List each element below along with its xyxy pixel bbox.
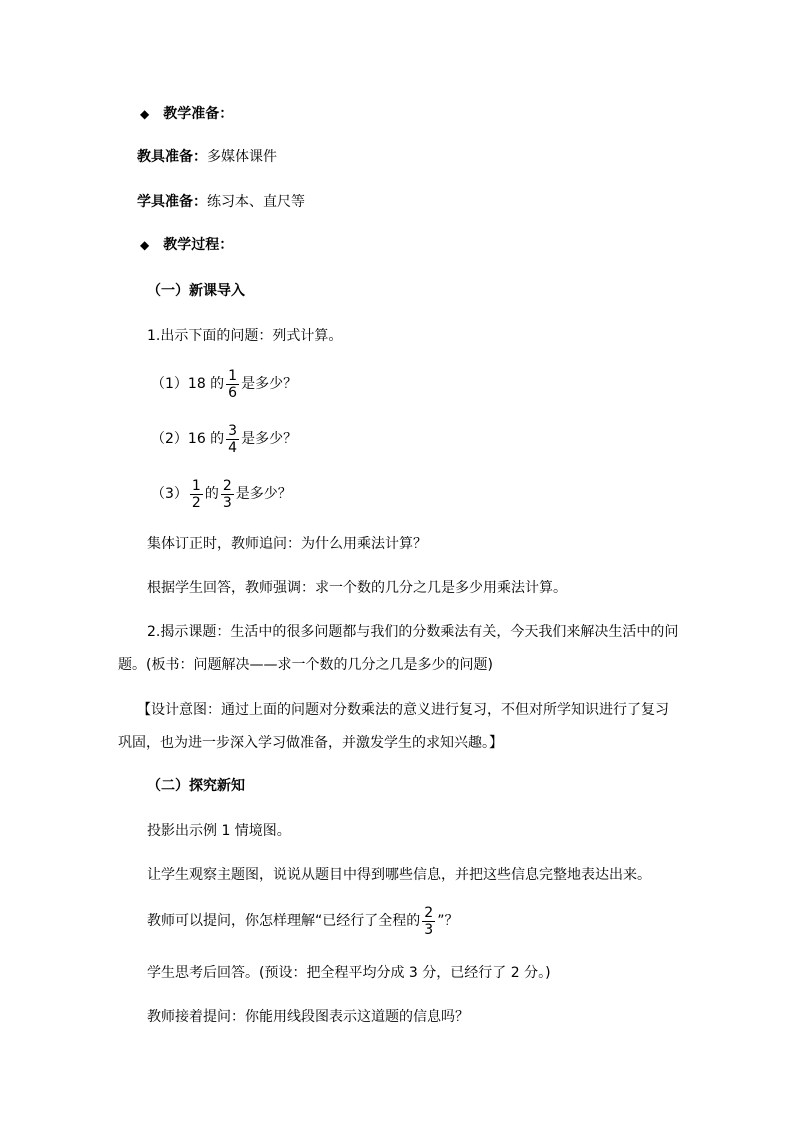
q2-fraction [226, 423, 239, 456]
process-heading [140, 235, 233, 255]
answer-text: 学生思考后回答。(预设：把全程平均分成 3 分，已经行了 2 分。) [147, 965, 551, 981]
diamond-bullet-icon: ◆ [140, 107, 150, 121]
q3-numerator-1: 1 [191, 477, 201, 494]
q3-fraction-1 [190, 478, 203, 511]
ask-numerator: 2 [424, 904, 434, 921]
question-2 [151, 421, 297, 457]
q3-numerator-2: 2 [222, 477, 232, 494]
design-intent-line2: 巩固，也为进一步深入学习做准备，并激发学生的求知兴趣。】 [118, 735, 503, 751]
teaching-tools-value: 多媒体课件 [207, 149, 277, 165]
q3-fraction-2 [221, 478, 234, 511]
q1-numerator: 1 [228, 367, 238, 384]
item2-line1: 2.揭示课题：生活中的很多问题都与我们的分数乘法有关，今天我们来解决生活中的问 [147, 624, 679, 640]
q2-numerator: 3 [228, 422, 238, 439]
ask-denominator: 3 [424, 921, 434, 938]
question-3 [151, 476, 292, 512]
ask-fraction [422, 905, 435, 938]
student-tools-line [137, 192, 305, 212]
prep-heading [140, 104, 233, 124]
process-heading-text: 教学过程： [163, 237, 234, 253]
design-intent-line1: 【设计意图：通过上面的问题对分数乘法的意义进行复习，不但对所学知识进行了复习 [137, 702, 669, 718]
q3-suffix: 是多少？ [235, 486, 292, 502]
ask-prefix: 教师可以提问，你怎样理解“已经行了全程的 [147, 913, 421, 929]
q2-denominator: 4 [228, 439, 238, 456]
projection-text: 投影出示例 1 情境图。 [147, 823, 291, 839]
correction-text: 集体订正时，教师追问：为什么用乘法计算？ [147, 536, 427, 552]
ask-line [147, 901, 458, 941]
q2-suffix: 是多少？ [241, 431, 298, 447]
observe-text: 让学生观察主题图，说说从题目中得到哪些信息，并把这些信息完整地表达出来。 [147, 867, 651, 883]
q1-denominator: 6 [228, 384, 238, 401]
ask-suffix: ”？ [437, 913, 459, 929]
emphasis-text: 根据学生回答，教师强调：求一个数的几分之几是多少用乘法计算。 [147, 580, 567, 596]
q1-fraction [226, 368, 239, 401]
item1-text: 1.出示下面的问题：列式计算。 [147, 328, 343, 344]
q1-prefix: （1）18 的 [151, 376, 225, 392]
diamond-bullet-icon: ◆ [140, 238, 150, 252]
teaching-tools-label: 教具准备： [137, 149, 207, 165]
prep-heading-text: 教学准备： [163, 106, 234, 122]
section2-heading: （二）探究新知 [147, 778, 245, 794]
q3-middle: 的 [204, 486, 219, 502]
q1-suffix: 是多少？ [241, 376, 298, 392]
item2-line2: 题。(板书：问题解决——求一个数的几分之几是多少的问题) [118, 657, 493, 673]
section1-heading: （一）新课导入 [147, 283, 245, 299]
student-tools-value: 练习本、直尺等 [207, 194, 305, 210]
student-tools-label: 学具准备： [137, 194, 207, 210]
teaching-tools-line [137, 147, 277, 167]
q2-prefix: （2）16 的 [151, 431, 225, 447]
q3-denominator-1: 2 [191, 494, 201, 511]
q3-denominator-2: 3 [222, 494, 232, 511]
q3-prefix: （3） [151, 486, 188, 502]
question-1 [151, 366, 297, 402]
followup-text: 教师接着提问：你能用线段图表示这道题的信息吗？ [147, 1009, 469, 1025]
